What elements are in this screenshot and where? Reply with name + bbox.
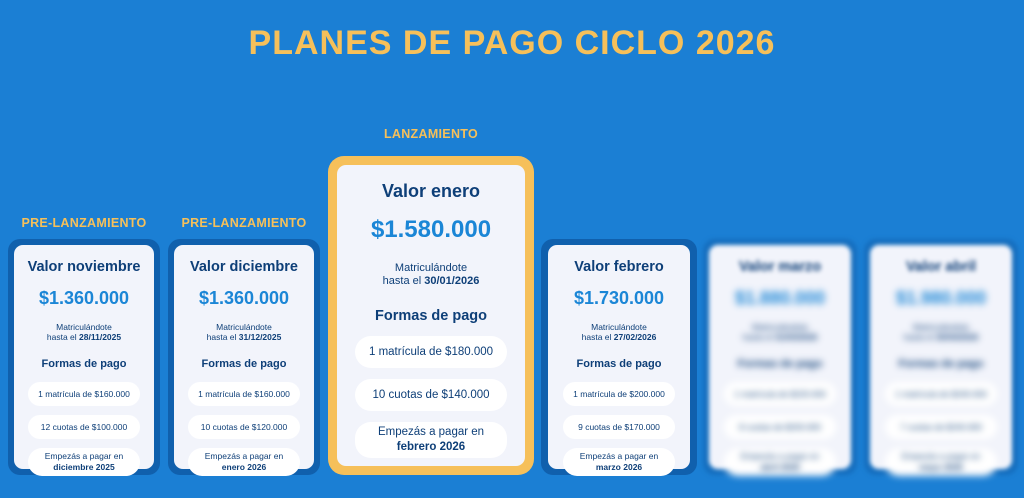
plan-card-abril[interactable] — [870, 245, 1012, 472]
option-start-payment: Empezás a pagar en marzo 2026 — [563, 448, 675, 476]
plan-name: Valor febrero — [574, 259, 664, 275]
payment-forms-label: Formas de pago — [375, 308, 487, 324]
plan-name: Valor enero — [381, 181, 481, 201]
launch-tag: LANZAMIENTO — [383, 127, 479, 141]
plan-card-enero[interactable] — [337, 165, 525, 466]
plan-price: $1.360.000 — [198, 288, 290, 308]
payment-forms-label: Formas de pago — [201, 358, 287, 370]
option-installments: 9 cuotas de $170.000 — [563, 415, 675, 439]
plan-name: Valor abril — [905, 259, 977, 275]
plan-price: $1.360.000 — [38, 288, 130, 308]
plan-card-febrero[interactable] — [548, 245, 690, 472]
option-enrollment: 1 matrícula de $160.000 — [28, 382, 140, 406]
option-start-payment: Empezás a pagar en febrero 2026 — [355, 422, 507, 458]
plan-deadline: Matriculándote hasta el 30/01/2026 — [382, 262, 480, 287]
plan-card-diciembre[interactable] — [174, 245, 314, 472]
option-enrollment: 1 matrícula de $180.000 — [355, 336, 507, 368]
option-enrollment: 1 matrícula de $240.000 — [885, 382, 997, 406]
plan-card-marzo[interactable] — [709, 245, 851, 472]
plan-card-noviembre[interactable] — [14, 245, 154, 472]
plan-name: Valor marzo — [738, 259, 822, 275]
option-start-payment: Empezás a pagar en enero 2026 — [188, 448, 300, 476]
payment-forms-label: Formas de pago — [898, 358, 984, 370]
payment-forms-label: Formas de pago — [41, 358, 127, 370]
option-installments: 10 cuotas de $120.000 — [188, 415, 300, 439]
option-start-payment: Empezás a pagar en mayo 2026 — [885, 448, 997, 476]
option-enrollment: 1 matrícula de $160.000 — [188, 382, 300, 406]
plan-deadline: Matriculándote hasta el 28/11/2025 — [46, 322, 122, 342]
option-start-payment: Empezás a pagar en abril 2026 — [724, 448, 836, 476]
plan-price: $1.880.000 — [734, 288, 826, 308]
option-enrollment: 1 matrícula de $220.000 — [724, 382, 836, 406]
option-installments: 7 cuotas de $240.000 — [885, 415, 997, 439]
plan-price: $1.980.000 — [895, 288, 987, 308]
plan-deadline: Matriculándote hasta el 27/02/2026 — [581, 322, 657, 342]
option-start-payment: Empezás a pagar en diciembre 2025 — [28, 448, 140, 476]
pre-launch-tag-1: PRE-LANZAMIENTO — [21, 216, 147, 230]
payment-forms-label: Formas de pago — [576, 358, 662, 370]
plan-price: $1.730.000 — [573, 288, 665, 308]
page-title: PLANES DE PAGO CICLO 2026 — [248, 24, 776, 62]
plan-price: $1.580.000 — [370, 216, 492, 243]
plan-name: Valor diciembre — [190, 259, 298, 275]
plan-deadline: Matriculándote hasta el 30/04/2026 — [903, 322, 979, 342]
payment-forms-label: Formas de pago — [737, 358, 823, 370]
pre-launch-tag-2: PRE-LANZAMIENTO — [181, 216, 307, 230]
option-installments: 12 cuotas de $100.000 — [28, 415, 140, 439]
plan-deadline: Matriculándote hasta el 31/03/2026 — [742, 322, 818, 342]
option-installments: 8 cuotas de $200.000 — [724, 415, 836, 439]
plan-name: Valor noviembre — [27, 259, 141, 275]
option-enrollment: 1 matrícula de $200.000 — [563, 382, 675, 406]
plan-deadline: Matriculándote hasta el 31/12/2025 — [206, 322, 282, 342]
option-installments: 10 cuotas de $140.000 — [355, 379, 507, 411]
